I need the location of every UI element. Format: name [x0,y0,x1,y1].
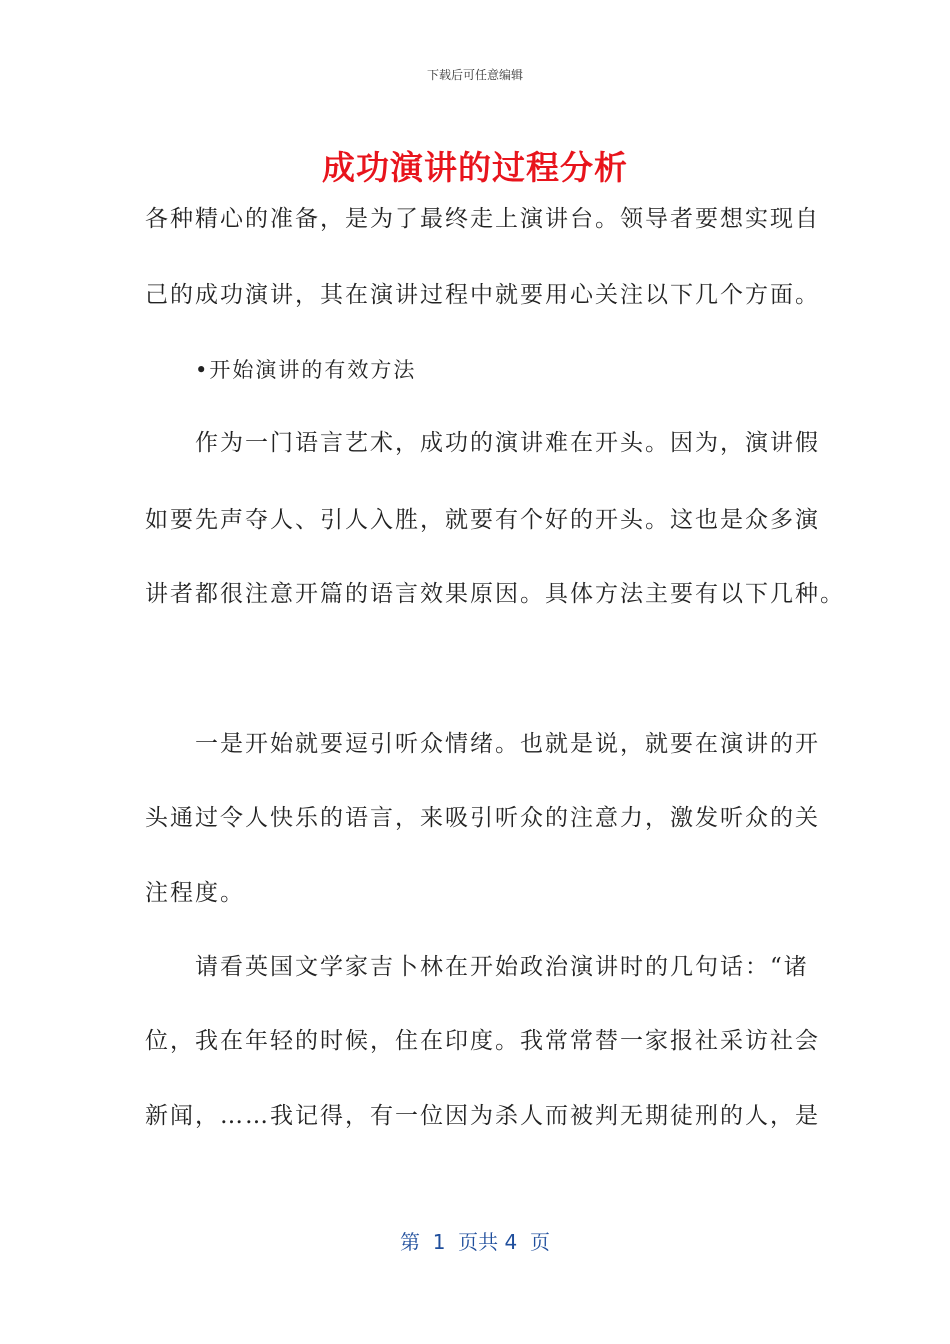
body-line: 如要先声夺人、引人入胜，就要有个好的开头。这也是众多演 [145,507,820,533]
body-line: 一是开始就要逗引听众情绪。也就是说，就要在演讲的开 [195,731,820,757]
body-line: 作为一门语言艺术，成功的演讲难在开头。因为，演讲假 [195,430,820,456]
document-title: 成功演讲的过程分析 [322,148,628,187]
body-line: 己的成功演讲，其在演讲过程中就要用心关注以下几个方面。 [145,282,820,308]
body-line: 位，我在年轻的时候，住在印度。我常常替一家报社采访社会 [145,1028,820,1054]
section-heading: •开始演讲的有效方法 [195,358,417,382]
body-line: 头通过令人快乐的语言，来吸引听众的注意力，激发听众的关 [145,805,820,831]
page-header-note: 下载后可任意编辑 [426,68,523,82]
page-number-footer: 第 1 页共 4 页 [400,1230,550,1254]
body-line: 讲者都很注意开篇的语言效果原因。具体方法主要有以下几种。 [145,581,845,607]
body-line: 请看英国文学家吉卜林在开始政治演讲时的几句话：“诸 [195,954,809,980]
body-line: 注程度。 [145,880,245,906]
body-line: 各种精心的准备，是为了最终走上演讲台。领导者要想实现自 [145,206,820,232]
body-line: 新闻，……我记得，有一位因为杀人而被判无期徒刑的人，是 [145,1103,820,1129]
